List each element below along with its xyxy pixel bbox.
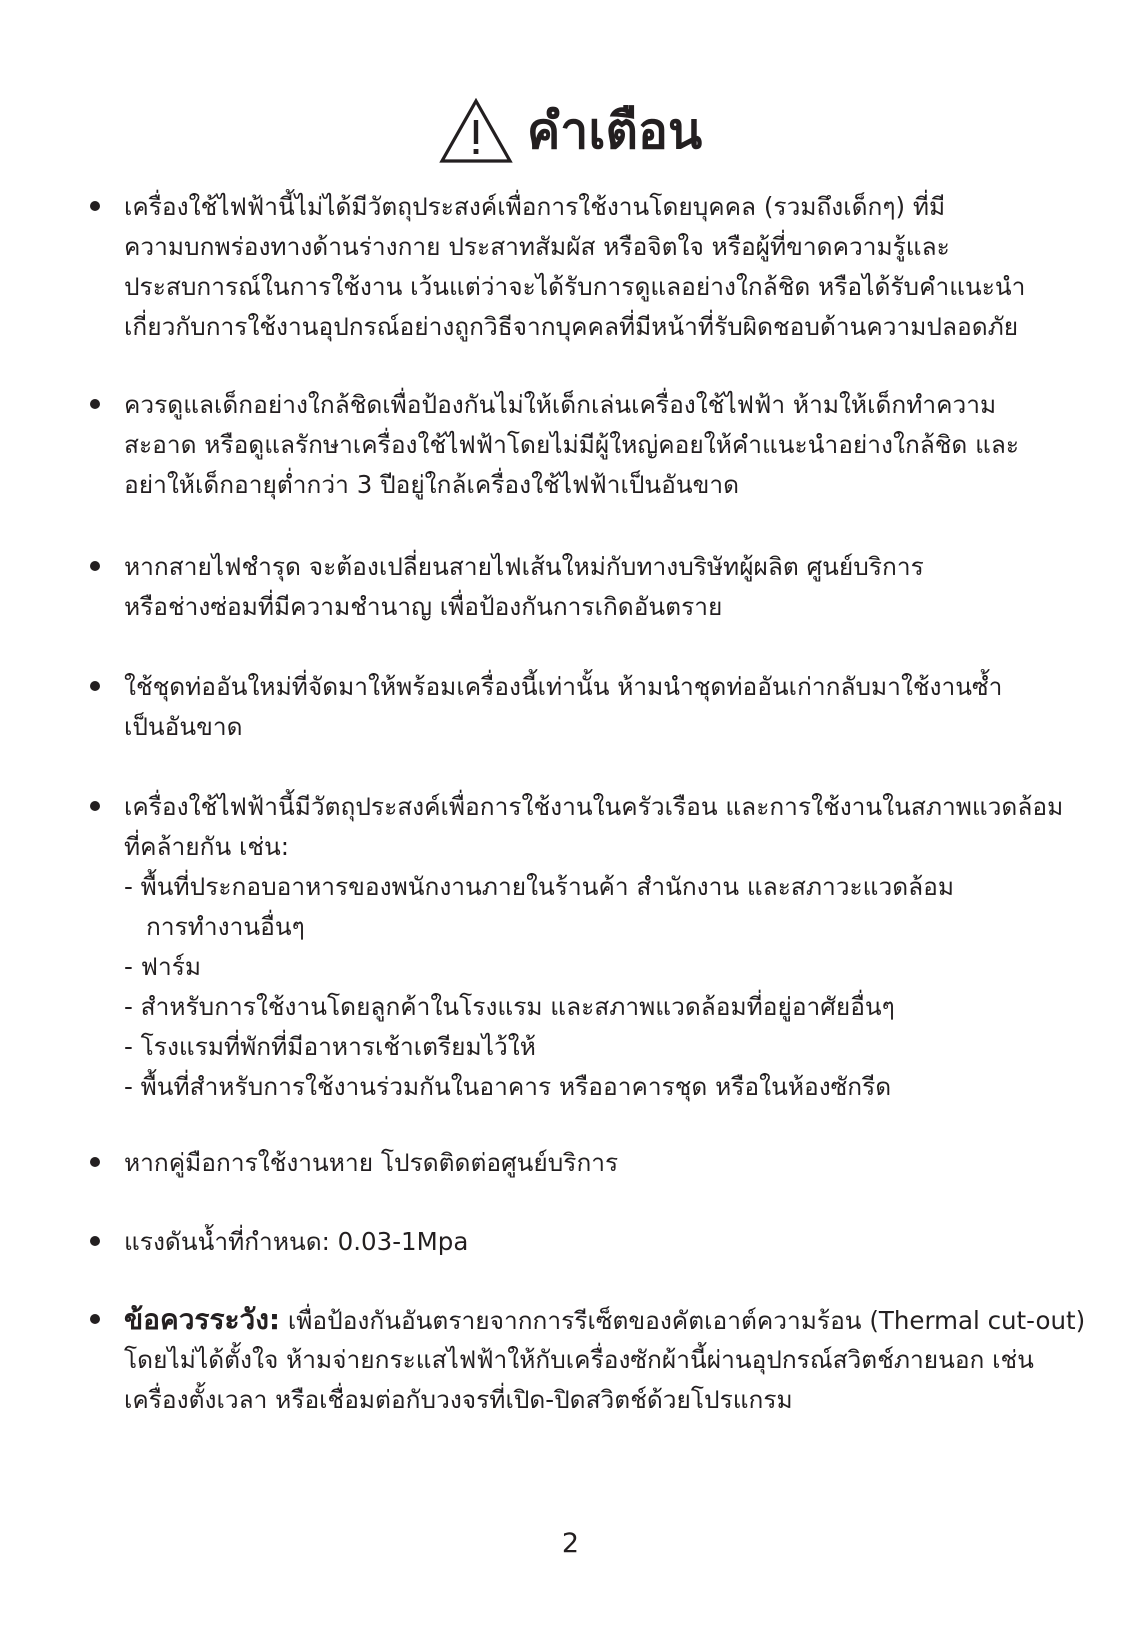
- sub-item: - สำหรับการใช้งานโดยลูกค้าในโรงแรม และสภาพแวดล้อมที่อยู่อาศัยอื่นๆ: [124, 992, 895, 1021]
- sub-item-continuation: การทำงานอื่นๆ: [146, 912, 305, 941]
- warning-item-4: [124, 667, 1054, 747]
- sub-item: - ฟาร์ม: [124, 952, 202, 981]
- item-line: หากคู่มือการใช้งานหาย โปรดติดต่อศูนย์บริการ: [124, 1148, 619, 1177]
- warning-heading: [0, 86, 1141, 176]
- warning-item-7: [124, 1222, 1054, 1262]
- warning-item-5: [124, 787, 1064, 1107]
- bullet-icon: [90, 561, 100, 571]
- item-line: [124, 1300, 1086, 1340]
- item-line: เครื่องตั้งเวลา หรือเชื่อมต่อกับวงจรที่เปิด-ปิดสวิตช์ด้วยโปรแกรม: [124, 1385, 793, 1414]
- item-line: เครื่องใช้ไฟฟ้านี้มีวัตถุประสงค์เพื่อการใช้งานในครัวเรือน และการใช้งานในสภาพแวดล้อม: [124, 792, 1064, 821]
- warning-item-3: [124, 547, 1054, 627]
- bullet-icon: [90, 201, 100, 211]
- item-line: อย่าให้เด็กอายุต่ำกว่า 3 ปีอยู่ใกล้เครื่องใช้ไฟฟ้าเป็นอันขาด: [124, 470, 740, 499]
- page-number: 2: [561, 1528, 580, 1559]
- item-line: ประสบการณ์ในการใช้งาน เว้นแต่ว่าจะได้รับการดูแลอย่างใกล้ชิด หรือได้รับคำแนะนำ: [124, 272, 1026, 301]
- bullet-icon: [90, 1314, 100, 1324]
- caution-item: [124, 1300, 1086, 1420]
- item-line: ความบกพร่องทางด้านร่างกาย ประสาทสัมผัส หรือจิตใจ หรือผู้ที่ขาดความรู้และ: [124, 232, 950, 261]
- item-line: เครื่องใช้ไฟฟ้านี้ไม่ได้มีวัตถุประสงค์เพื่อการใช้งานโดยบุคคล (รวมถึงเด็กๆ) ที่มี: [124, 192, 946, 221]
- caution-label: ข้อควรระวัง:: [124, 1303, 281, 1336]
- bullet-icon: [90, 1157, 100, 1167]
- item-line: เป็นอันขาด: [124, 712, 243, 741]
- item-line: โดยไม่ได้ตั้งใจ ห้ามจ่ายกระแสไฟฟ้าให้กับเครื่องซักผ้านี้ผ่านอุปกรณ์สวิตช์ภายนอก เช่น: [124, 1345, 1034, 1374]
- sub-item: - พื้นที่ประกอบอาหารของพนักงานภายในร้านค้า สำนักงาน และสภาวะแวดล้อม: [124, 872, 955, 901]
- warning-item-2: [124, 385, 1054, 505]
- item-line: หรือช่างซ่อมที่มีความชำนาญ เพื่อป้องกันการเกิดอันตราย: [124, 592, 723, 621]
- warning-item-1: [124, 187, 1054, 347]
- sub-item: - พื้นที่สำหรับการใช้งานร่วมกันในอาคาร หรืออาคารชุด หรือในห้องซักรีด: [124, 1072, 892, 1101]
- warning-triangle-icon: [439, 98, 513, 164]
- bullet-icon: [90, 1236, 100, 1246]
- item-line: เกี่ยวกับการใช้งานอุปกรณ์อย่างถูกวิธีจากบุคคลที่มีหน้าที่รับผิดชอบด้านความปลอดภัย: [124, 312, 1019, 341]
- item-line: ควรดูแลเด็กอย่างใกล้ชิดเพื่อป้องกันไม่ให้เด็กเล่นเครื่องใช้ไฟฟ้า ห้ามให้เด็กทำความ: [124, 390, 997, 419]
- page-title: คำเตือน: [526, 102, 703, 160]
- warning-item-6: [124, 1143, 1054, 1183]
- sub-item: - โรงแรมที่พักที่มีอาหารเช้าเตรียมไว้ให้: [124, 1032, 536, 1061]
- bullet-icon: [90, 801, 100, 811]
- bullet-icon: [90, 399, 100, 409]
- bullet-icon: [90, 681, 100, 691]
- caution-text: เพื่อป้องกันอันตรายจากการรีเซ็ตของคัตเอาต์ความร้อน (Thermal cut-out): [280, 1306, 1086, 1335]
- item-line: แรงดันน้ำที่กำหนด: 0.03-1Mpa: [124, 1227, 469, 1256]
- item-line: สะอาด หรือดูแลรักษาเครื่องใช้ไฟฟ้าโดยไม่มีผู้ใหญ่คอยให้คำแนะนำอย่างใกล้ชิด และ: [124, 430, 1020, 459]
- item-line: หากสายไฟชำรุด จะต้องเปลี่ยนสายไฟเส้นใหม่กับทางบริษัทผู้ผลิต ศูนย์บริการ: [124, 552, 924, 581]
- item-line: ใช้ชุดท่ออันใหม่ที่จัดมาให้พร้อมเครื่องนี้เท่านั้น ห้ามนำชุดท่ออันเก่ากลับมาใช้งานซ้ำ: [124, 672, 1003, 701]
- item-line: ที่คล้ายกัน เช่น:: [124, 832, 290, 861]
